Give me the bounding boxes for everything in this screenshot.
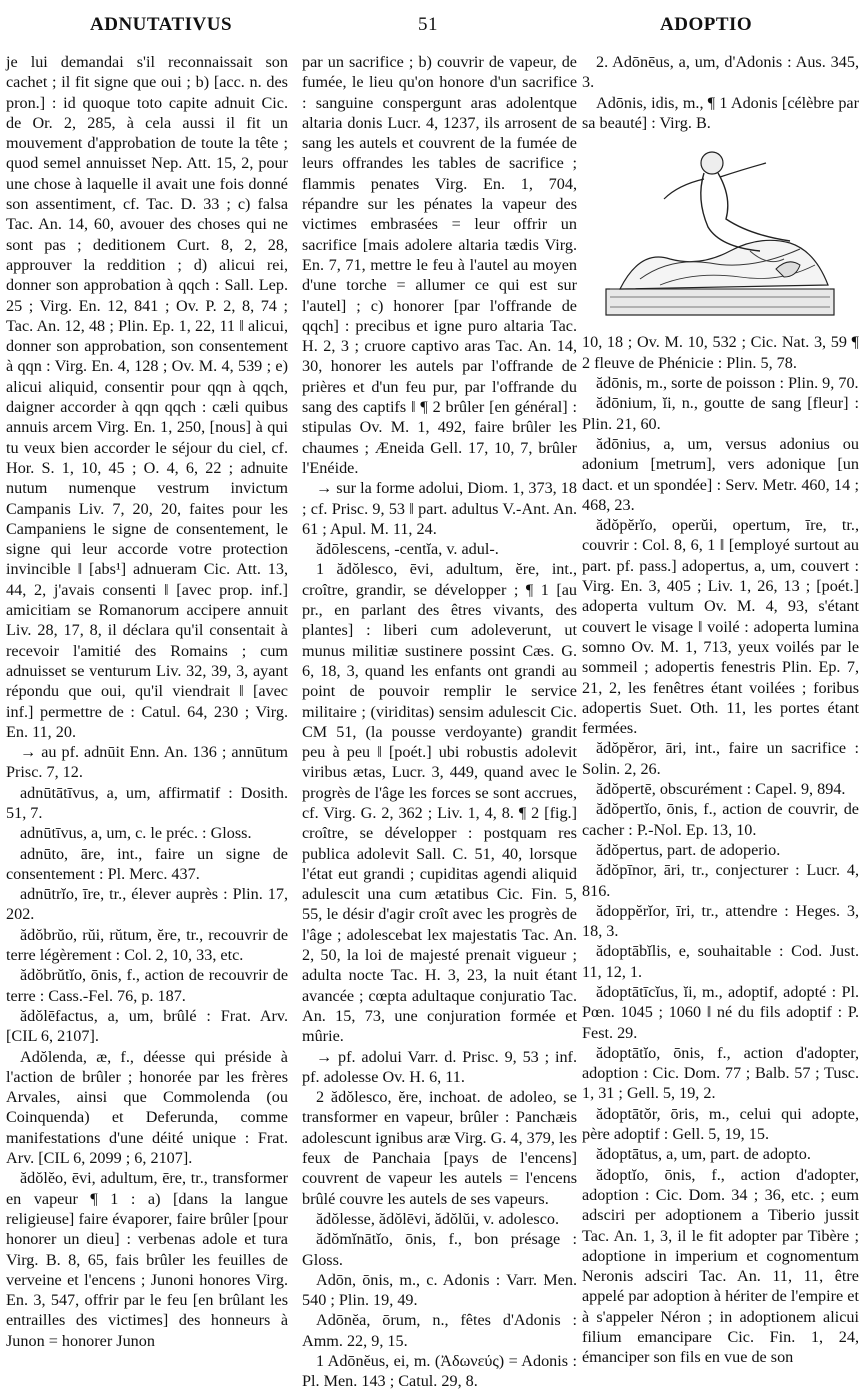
entry-continuation: je lui demandai s'il reconnaissait son cachet ; il fit signe que oui ; b) [acc. n. des pron.] : id quoque toto capite adnuit Cic. de Or. 2, 285, à cela aussi il fit un mouvement d'approbation de toute la tête ; quod semel annuisset Nep. Att. 15, 2, pour une chose à laquelle il avait une fois donné son assentiment, cf. Tac. D. 33 ; c) falsa Tac. An. 14, 60, avouer des choses qui ne sont pas ; deditionem Curt. 8, 2, 28, approuver la reddition ; d) alicui rei, donner son approbation à qqch : Sall. Lep. 25 ; Virg. En. 12, 841 ; Ov. P. 2, 8, 74 ; Tac. An. 12, 48 ; Plin. Ep. 1, 22, 11 ‖ alicui, donner son approbation, son consentement à qqn : Virg. En. 4, 128 ; Ov. M. 4, 539 ; e) alicui aliquid, consentir pour qqn à qqch, daigner accorder à qqn qqch : cæli quibus annuis arcem Virg. En. 1, 250, [nous] à qui tu veux bien accorder le séjour du ciel, cf. Hor. S. 1, 10, 45 ; O. 4, 6, 22 ; adnuite nutum numenque vestrum invictum Campanis Liv. 7, 20, 20, faites pour les Campaniens le signe de consentement, le signe qui leur accorde votre protection invincible ‖ [abs¹] adnueram Cic. Att. 13, 44, 2, j'avais consenti ‖ [avec prop. inf.] amicitiam se Romanorum accipere annuit Liv. 28, 17, 8, il déclara qu'il consentait à recevoir l'amitié des Romains ; cum adnuisset se venturum Liv. 32, 39, 3, ayant répondu que oui, qu'il viendrait ‖ [avec inf.] permettre de : Catul. 64, 230 ; Virg. En. 11, 20. — [6, 53, 288, 741]
dictionary-entry: Adōnis, idis, m., ¶ 1 Adonis [célèbre par sa beauté] : Virg. B. — [582, 93, 859, 132]
column-right — [582, 52, 859, 1367]
dictionary-entry: → pf. adolui Varr. d. Prisc. 9, 53 ; inf. pf. adolesse Ov. H. 6, 11. — [302, 1047, 577, 1086]
dictionary-entry: ădŏlesse, ădŏlēvi, ădŏlŭi, v. adolesco. — [316, 1209, 560, 1228]
dictionary-entry: ădŏlēfactus, a, um, brûlé : Frat. Arv. [CIL 6, 2107]. — [6, 1006, 288, 1046]
dictionary-entry: ădŏbrŭtĭo, ōnis, f., action de recouvrir de terre : Cass.-Fel. 76, p. 187. — [6, 966, 288, 1005]
dictionary-entry: ădōlescens, -centĭa, v. adul-. — [316, 540, 499, 559]
dictionary-entry: ădŏlĕo, ēvi, adultum, ēre, tr., transformer en vapeur ¶ 1 : a) [dans la langue religieuse] faire évaporer, faire brûler [pour honorer un dieu] : verbenas adole et tura Virg. B. 8, 65, fais brûler les feuilles de verveine et l'encens ; Junoni honores Virg. En. 3, 547, offrir par le feu [en brûlant les entrailles des victimes] des honneurs à Junon = honorer Junon — [6, 1169, 288, 1350]
dictionary-entry: ădŏpertē, obscurément : Capel. 9, 894. — [596, 780, 846, 799]
dictionary-entry: → au pf. adnūit Enn. An. 136 ; annūtum Prisc. 7, 12. — [6, 743, 288, 782]
dictionary-entry: ădŏpĕror, āri, int., faire un sacrifice : Solin. 2, 26. — [582, 739, 859, 778]
dictionary-entry: ădoptātīcĭus, ĭi, m., adoptif, adopté : Pl. Pœn. 1045 ; 1060 ‖ né du fils adoptif : P. Fest. 29. — [582, 982, 859, 1042]
dictionary-entry: ădoptĭo, ōnis, f., action d'adopter, adoption : Cic. Dom. 34 ; 36, etc. ; eum adsciri per adoptionem a Tiberio jussit Tac. An. 1, 3, il le fit adopter par Tibère ; adoptione in imperium et cognomentum Neronis adsciri Tac. An. 11, 11, être appelé par adoption à hériter de l'empire et à s'appeler Néron ; in adoptionem alicui filium emancipare Cic. Fin. 1, 24, émanciper son fils en vue de son — [582, 1165, 859, 1367]
dictionary-entry: Adōnĕa, ōrum, n., fêtes d'Adonis : Amm. 22, 9, 15. — [302, 1311, 577, 1350]
dictionary-entry: adnūtrĭo, īre, tr., élever auprès : Plin. 17, 202. — [6, 885, 288, 924]
dictionary-entry: ădōnium, ĭi, n., goutte de sang [fleur] : Plin. 21, 60. — [582, 394, 859, 433]
dictionary-entry: → sur la forme adolui, Diom. 1, 373, 18 ; cf. Prisc. 9, 53 ‖ part. adultus V.-Ant. An. 61 ; Apul. M. 11, 24. — [302, 479, 577, 538]
dictionary-entry: 1 ădŏlesco, ēvi, adultum, ĕre, int., croître, grandir, se développer ; ¶ 1 [au pr., en parlant des êtres vivants, des plantes] : liberi cum adoleverunt, ut munus militiæ sustinere possint Cæs. G. 6, 18, 3, quand les enfants ont grandi au point de pouvoir remplir le service militaire ; (viriditas) sensim adulescit Cic. CM 51, (la pousse verdoyante) grandit peu à peu ‖ [poét.] ubi robustis adolevit viribus ætas, Lucr. 3, 449, quand avec le progrès de l'âge les forces se sont accrues, cf. Virg. G. 2, 362 ; Liv. 1, 4, 8. ¶ 2 [fig.] croître, se développer : postquam res publica adolevit Sall. C. 51, 40, lorsque l'état eut grandi ; cupiditas agendi aliquid adulescit una cum ætatibus Cic. Fin. 5, 55, le désir d'agir croît avec les progrès de l'âge ; adolescebat lex majestatis Tac. An. 2, 50, la loi de majesté prenait vigueur ; adulta nocte Tac. H. 3, 23, la nuit étant avancée ; cœpta adultaque conjuratio Tac. An. 15, 73, une conjuration formée et mûrie. — [302, 560, 577, 1046]
dictionary-entry: ădōnius, a, um, versus adonius ou adonium [metrum], vers adonique [un dact. et un spondée] : Serv. Metr. 460, 14 ; 468, 23. — [582, 434, 859, 514]
dictionary-entry: ădŏbrŭo, rŭi, rŭtum, ĕre, tr., recouvrir de terre légèrement : Col. 2, 10, 33, etc. — [6, 925, 288, 965]
dictionary-entry: Adŏlenda, æ, f., déesse qui préside à l'action de brûler ; honorée par les frères Arvales, ainsi que Commolenda (ou Coinquenda) et Deferunda, comme manifestations d'une déité unique : Frat. Arv. [CIL 6, 2099 ; 6, 2107]. — [6, 1047, 288, 1168]
header-right-guideword: ADOPTIO — [660, 14, 753, 35]
dictionary-entry: 2 ădŏlesco, ĕre, inchoat. de adoleo, se transformer en vapeur, brûler : Panchæis adolescunt ignibus aræ Virg. G. 4, 379, les feux de Panchaia [pays de l'encens] couvrent de vapeur les autels = l'encens brûlé couvre les autels de ses vapeurs. — [302, 1088, 577, 1208]
entry-continuation: par un sacrifice ; b) couvrir de vapeur, de fumée, le lieu qu'on honore d'un sacrifice : sanguine conspergunt aras adolentque altaria donis Lucr. 4, 1237, ils arrosent de sang les autels et couvrent de la fumée de leurs offrandes les tables de sacrifice ; flammis penates Virg. En. 1, 704, répandre sur les pénates la vapeur des victimes embrasées = leur offrir un sacrifice [mais adolere altaria tædis Virg. En. 7, 71, mettre le feu à l'autel au moyen d'une torche = allumer ce qui est sur l'autel] ; c) honorer [par l'offrande de qqch] : precibus et igne puro altaria Tac. H. 2, 3 ; cruore captivo aras Tac. An. 14, 30, honorer les autels par l'offrande de prières et d'un feu pur, par l'offrande du sang des captifs ‖ ¶ 2 brûler [en général] : stipulas Ov. M. 1, 492, faire brûler les chaumes ; Æneida Gell. 17, 10, 7, brûler l'Enéide. — [302, 53, 577, 477]
dictionary-entry: ădŏmĭnātĭo, ōnis, f., bon présage : Gloss. — [302, 1230, 577, 1269]
dictionary-entry: ădŏpertus, part. de adoperio. — [596, 840, 781, 859]
dictionary-entry: Adōn, ōnis, m., c. Adonis : Varr. Men. 540 ; Plin. 19, 49. — [302, 1270, 577, 1310]
dictionary-entry: ădŏpertĭo, ōnis, f., action de couvrir, de cacher : P.-Nol. Ep. 13, 10. — [582, 800, 859, 839]
dictionary-entry: ădŏpĕrĭo, operŭi, opertum, īre, tr., couvrir : Col. 8, 6, 1 ‖ [employé surtout au part. pf. pass.] adopertus, a, um, couvert : Virg. En. 3, 405 ; Liv. 1, 26, 13 ; [poét.] adoperta vultum Ov. M. 4, 93, s'étant couvert le visage ‖ voilé : adoperta lumina somno Ov. M. 1, 713, yeux voilés par le sommeil ; adopertis fenestris Plin. Ep. 7, 21, 2, les fenêtres étant voilées ; foribus adopertis Suet. Oth. 11, les portes étant fermées. — [582, 516, 859, 738]
dictionary-entry: ădŏpīnor, āri, tr., conjecturer : Lucr. 4, 816. — [582, 861, 859, 900]
dictionary-entry: ădoptātĭo, ōnis, f., action d'adopter, adoption : Cic. Dom. 77 ; Balb. 57 ; Tusc. 1, 31 ; Gell. 5, 19, 2. — [582, 1043, 859, 1103]
dictionary-entry: ădoptātŏr, ōris, m., celui qui adopte, père adoptif : Gell. 5, 19, 15. — [582, 1104, 859, 1144]
dictionary-entry: ădōnis, m., sorte de poisson : Plin. 9, 70. — [596, 374, 859, 393]
page-number: 51 — [418, 14, 438, 35]
adonis-illustration — [600, 139, 840, 319]
dictionary-entry: adnūto, āre, int., faire un signe de consentement : Pl. Merc. 437. — [6, 844, 288, 883]
entry-continuation: 10, 18 ; Ov. M. 10, 532 ; Cic. Nat. 3, 59 ¶ 2 fleuve de Phénicie : Plin. 5, 78. — [582, 333, 859, 372]
header-left-guideword: ADNUTATIVUS — [90, 14, 233, 35]
running-header — [0, 14, 867, 44]
dictionary-entry: ădoppĕrĭor, īri, tr., attendre : Heges. 3, 18, 3. — [582, 901, 859, 941]
dictionary-entry: ădoptātus, a, um, part. de adopto. — [596, 1145, 811, 1164]
dictionary-entry: adnūtātīvus, a, um, affirmatif : Dosith. 51, 7. — [6, 783, 288, 822]
dictionary-entry: 1 Adōnĕus, ei, m. (Ἀδωνεύς) = Adonis : Pl. Men. 143 ; Catul. 29, 8. — [302, 1352, 577, 1391]
column-left — [6, 52, 288, 1361]
column-middle — [302, 52, 577, 1391]
dictionary-entry: adnūtīvus, a, um, c. le préc. : Gloss. — [20, 824, 252, 843]
dictionary-entry: ădoptābĭlis, e, souhaitable : Cod. Just. 11, 12, 1. — [582, 942, 859, 981]
dictionary-entry: 2. Adōnēus, a, um, d'Adonis : Aus. 345, 3. — [582, 53, 859, 92]
